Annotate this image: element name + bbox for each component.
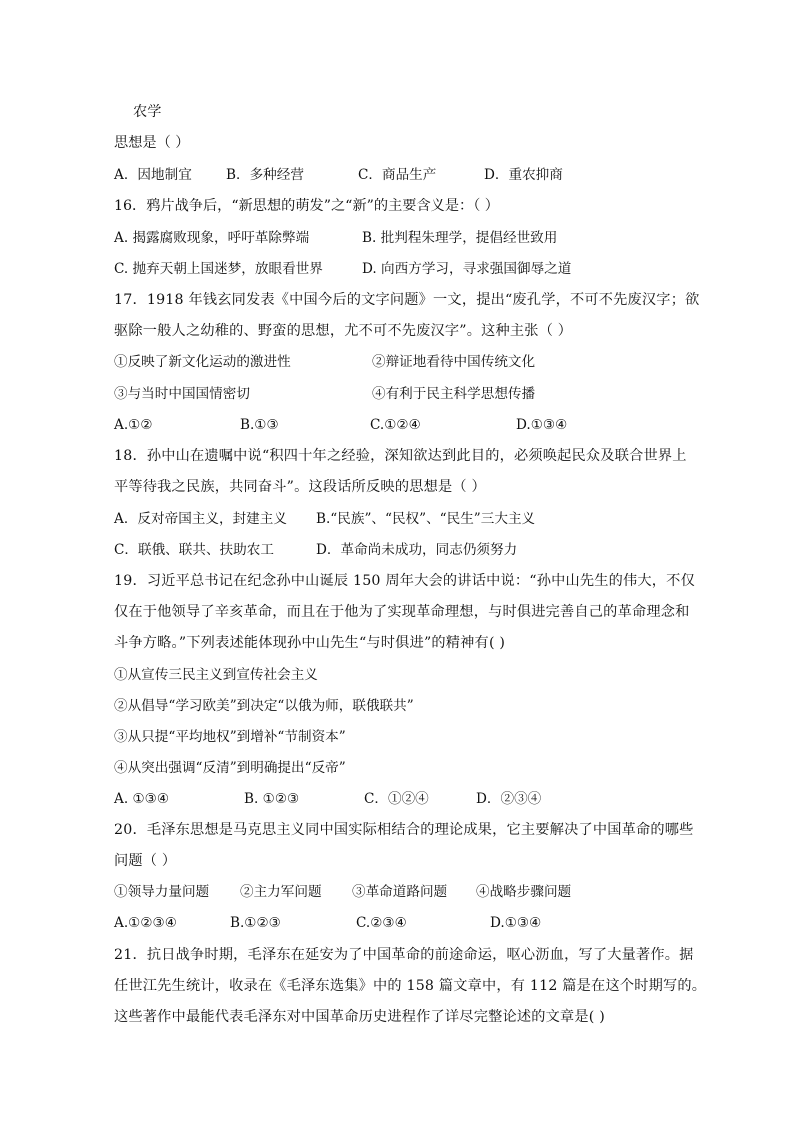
- q17-statement-1: ①反映了新文化运动的激进性: [114, 354, 291, 370]
- q17-statement-4: ④有利于民主科学思想传播: [372, 386, 536, 402]
- q18-option-b: B.“民族”、“民权”、“民生”三大主义: [316, 511, 536, 527]
- q17-option-a: A.①②: [114, 417, 153, 433]
- q20-option-b: B.①②③: [230, 915, 281, 931]
- q19-statement-1: ①从宣传三民主义到宣传社会主义: [114, 667, 318, 683]
- q21-stem-line2: 任世江先生统计，收录在《毛泽东选集》中的 158 篇文章中，有 112 篇是在这个时期写的。: [114, 978, 707, 994]
- q19-option-b: B. ①②③: [244, 791, 300, 807]
- q17-statement-2: ②辩证地看待中国传统文化: [372, 354, 536, 370]
- q20-stem-line2: 问题（ ）: [114, 853, 177, 869]
- q16-stem: 16．鸦片战争后，“新思想的萌发”之“新”的主要含义是：（ ）: [114, 198, 499, 214]
- q19-stem-line2: 仅在于他领导了辛亥革命，而且在于他为了实现革命理想，与时俱进完善自己的革命理念和: [114, 604, 690, 620]
- q19-option-c: C．①②④: [364, 791, 429, 807]
- q20-option-a: A.①②③④: [114, 915, 177, 931]
- q17-option-c: C.①②④: [370, 417, 421, 433]
- q21-stem-line1: 21．抗日战争时期，毛泽东在延安为了中国革命的前途命运，呕心沥血，写了大量著作。据: [114, 947, 694, 963]
- q15-option-d: D．重农抑商: [484, 167, 563, 183]
- q18-option-a: A．反对帝国主义，封建主义: [114, 511, 287, 527]
- q17-stem-line2: 驱除一般人之幼稚的、野蛮的思想，尤不可不先废汉字”。这种主张（ ）: [114, 323, 573, 339]
- q16-option-b: B. 批判程朱理学，提倡经世致用: [362, 230, 558, 246]
- q18-option-c: C．联俄、联共、扶助农工: [114, 542, 274, 558]
- q20-statement-4: ④战略步骤问题: [476, 884, 572, 900]
- q15-option-a: A．因地制宜: [114, 167, 192, 183]
- q19-statement-4: ④从突出强调“反清”到明确提出“反帝”: [114, 760, 346, 776]
- q20-statement-3: ③革命道路问题: [352, 884, 448, 900]
- q19-option-a: A. ①③④: [114, 791, 170, 807]
- q15-option-b: B．多种经营: [226, 167, 304, 183]
- q19-stem-line1: 19．习近平总书记在纪念孙中山诞辰 150 周年大会的讲话中说：“孙中山先生的伟大，不仅: [114, 573, 695, 589]
- q20-stem-line1: 20．毛泽东思想是马克思主义同中国实际相结合的理论成果，它主要解决了中国革命的哪些: [114, 822, 694, 838]
- q15-option-c: C．商品生产: [358, 167, 437, 183]
- q19-stem-line3: 斗争方略。”下列表述能体现孙中山先生“与时俱进”的精神有( ): [114, 635, 506, 651]
- q18-stem-line1: 18．孙中山在遗嘱中说“积四十年之经验，深知欲达到此目的，必须唤起民众及联合世界上: [114, 448, 687, 464]
- q19-statement-3: ③从只提“平均地权”到增补“节制资本”: [114, 729, 346, 745]
- q17-stem-line1: 17．1918 年钱玄同发表《中国今后的文字问题》一文，提出“废孔学，不可不先废汉字；欲: [114, 292, 700, 308]
- q16-option-d: D. 向西方学习，寻求强国御辱之道: [362, 261, 572, 277]
- q17-statement-3: ③与当时中国国情密切: [114, 386, 250, 402]
- q18-stem-line2: 平等待我之民族，共同奋斗”。这段话所反映的思想是（ ）: [114, 479, 486, 495]
- q19-option-d: D．②③④: [476, 791, 542, 807]
- q21-stem-line3: 这些著作中最能代表毛泽东对中国革命历史进程作了详尽完整论述的文章是( ): [114, 1009, 605, 1025]
- q18-option-d: D．革命尚未成功，同志仍须努力: [316, 542, 518, 558]
- q17-option-d: D.①③④: [516, 417, 568, 433]
- q15-stem: 思想是（ ）: [114, 135, 190, 151]
- q20-statement-1: ①领导力量问题: [114, 884, 210, 900]
- q17-option-b: B.①③: [240, 417, 279, 433]
- q16-option-a: A. 揭露腐败现象，呼吁革除弊端: [114, 230, 310, 246]
- q20-option-c: C.②③④: [356, 915, 407, 931]
- q20-statement-2: ②主力军问题: [240, 884, 322, 900]
- q15-fragment: 农学: [133, 104, 162, 120]
- q19-statement-2: ②从倡导“学习欧美”到决定“以俄为师，联俄联共”: [114, 698, 414, 714]
- q16-option-c: C. 抛弃天朝上国迷梦，放眼看世界: [114, 261, 323, 277]
- q20-option-d: D.①③④: [490, 915, 542, 931]
